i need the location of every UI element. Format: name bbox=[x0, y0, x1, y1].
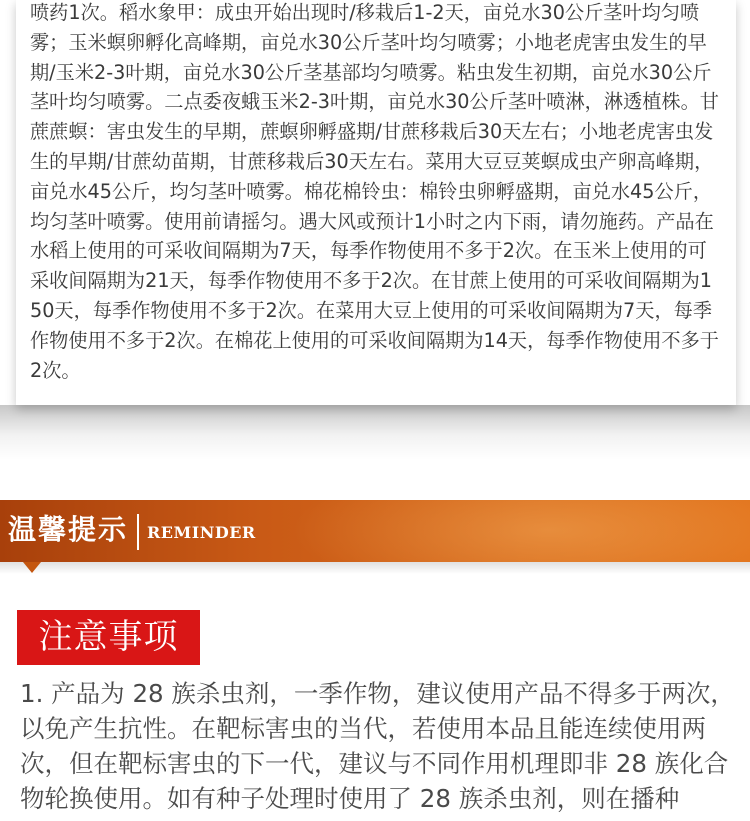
notice-heading: 注意事项 bbox=[17, 610, 200, 665]
usage-instructions-card bbox=[16, 0, 736, 405]
reminder-banner bbox=[0, 500, 750, 562]
banner-glow bbox=[290, 500, 750, 562]
banner-bottom-shadow bbox=[0, 562, 750, 574]
banner-divider bbox=[137, 514, 139, 550]
card-drop-shadow bbox=[0, 405, 750, 460]
notice-text: 1. 产品为 28 族杀虫剂，一季作物，建议使用产品不得多于两次，以免产生抗性。在靶标害虫的当代，若使用本品且能连续使用两次，但在靶标害虫的下一代，建议与不同作用机理即非 28 族化合物轮换使用。如有种子处理时使用了 28 族杀虫剂，则在播种 bbox=[20, 679, 735, 813]
banner-title-en: REMINDER bbox=[147, 523, 256, 542]
banner-pointer-tab bbox=[23, 562, 41, 573]
banner-title-zh: 温馨提示 bbox=[8, 513, 129, 546]
usage-instructions-text: 喷药1次。稻水象甲：成虫开始出现时/移栽后1-2天，亩兑水30公斤茎叶均匀喷雾；玉米螟卵孵化高峰期，亩兑水30公斤茎叶均匀喷雾；小地老虎害虫发生的早期/玉米2-3叶期，亩兑水30公斤茎基部均匀喷雾。粘虫发生初期，亩兑水30公斤茎叶均匀喷雾。二点委夜蛾玉米2-3叶期，亩兑水30公斤茎叶喷淋，淋透植株。甘蔗蔗螟：害虫发生的早期，蔗螟卵孵盛期/甘蔗移栽后30天左右；小地老虎害虫发生的早期/甘蔗幼苗期，甘蔗移栽后30天左右。菜用大豆豆荚螟成虫产卵高峰期，亩兑水45公斤，均匀茎叶喷雾。棉花棉铃虫：棉铃虫卵孵盛期，亩兑水45公斤，均匀茎叶喷雾。使用前请摇匀。遇大风或预计1小时之内下雨，请勿施药。产品在水稻上使用的可采收间隔期为7天，每季作物使用不多于2次。在玉米上使用的可采收间隔期为21天，每季作物使用不多于2次。在甘蔗上使用的可采收间隔期为150天，每季作物使用不多于2次。在菜用大豆上使用的可采收间隔期为7天，每季作物使用不多于2次。在棉花上使用的可采收间隔期为14天，每季作物使用不多于2次。 bbox=[30, 1, 719, 382]
